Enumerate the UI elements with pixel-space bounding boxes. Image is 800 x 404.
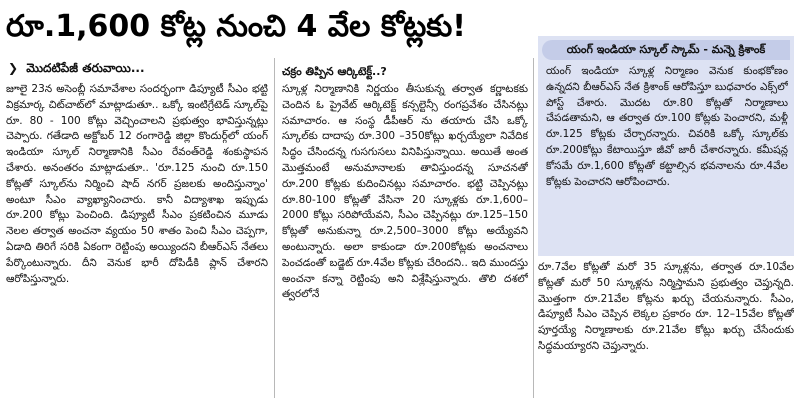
column-1-body: జూలై 23న అసెంబ్లీ సమావేశాల సందర్భంగా డిప్యూటీ సీఎం భట్టి విక్రమార్క చిట్‌చాట్‌లో మాట్లాడుతూ.. ఒక్కో ఇంటిగ్రేటెడ్ స్కూల్‌పై రూ. 80 - 100 కోట్లు వెచ్చించాలని ప్రభుత్వం భావిస్తున్నట్లు చెప్పారు. గతేడాది అక్టోబర్ 12 రంగారెడ్డి జిల్లా కొందుర్గ్‌లో యంగ్ ఇండియా స్కూల్ నిర్మాణానికి సీఎం రేవంత్‌రెడ్డి శంకుస్థాపన చేశారు. అనంతరం మాట్లాడుతూ.. 'రూ.125 నుంచి రూ.150 కోట్లతో స్కూల్‌ను నిర్మించి షాద్ నగర్ ప్రజలకు అందిస్తున్నాం' అంటూ సీఎం వ్యాఖ్యానించారు. కానీ విద్యాశాఖ ఇప్పుడు రూ.200 కోట్లు పెంచింది. డిప్యూటీ సీఎం ప్రకటించిన మూడు నెలల తర్వాత అంచనా వ్యయం 50 శాతం పెంచి సీఎం చెప్పగా, ఏడాది తిరిగే సరికి ఏకంగా రెట్టింపు అయ్యిందని బీఆర్ఎస్ నేతలు పేర్కొంటున్నారు. దీని వెనుక భారీ దోపిడీకి ప్లాన్ చేశారని ఆరోపిస్తున్నారు. <box>6 83 268 285</box>
column-divider <box>533 58 534 398</box>
column-divider <box>274 58 275 398</box>
sidebar-box <box>538 36 794 256</box>
column-2-body: స్కూళ్ల నిర్మాణానికి నిర్ణయం తీసుకున్న తర్వాత కర్ణాటకకు చెందిన ఓ ప్రైవేట్ ఆర్కిటెక్ట్ కన్సల్టెన్సీ రంగప్రవేశం చేసినట్లు సమాచారం. ఆ సంస్థ డీపీఆర్ ను తయారు చేసి ఒక్కో స్కూల్‌కు దాదాపు రూ.300 –350కోట్లు ఖర్చయ్యేలా నివేదిక సిద్ధం చేసిందన్న గుసగుసలు వినిపిస్తున్నాయి. అయితే అంత మొత్తమంటే అనుమానాలకు తావిస్తుందన్న సూచనతో రూ.200 కోట్లకు కుదించినట్లు సమాచారం. భట్టి చెప్పినట్లు రూ.80-100 కోట్లతో వేసినా 20 స్కూళ్లకు రూ.1,600–2000 కోట్లు సరిపోయేవని, సీఎం చెప్పినట్లు రూ.125–150 కోట్లతో అనుకున్నా రూ.2,500–3000 కోట్లు అయ్యేవని అంటున్నారు. అలా కాకుండా రూ.200కోట్లకు అంచనాలు పెంచడంతో బడ్జెట్ రూ.4వేల కోట్లకు చేరిందని.. ఇది ముందస్తు అంచనా కన్నా రెట్టింపు అని విశ్లేషిస్తున్నారు. తొలి దశలో త్వరలోనే <box>282 83 528 301</box>
chevron-right-icon: ❯ <box>8 61 19 75</box>
sidebar-body: యంగ్ ఇండియా స్కూళ్ల నిర్మాణం వెనుక కుంభకోణం ఉన్నదని బీఆర్ఎస్ నేత క్రిశాంక్ ఆరోపిస్తూ బుధవారం ఎక్స్‌లో పోస్ట్ చేశారు. మొదట రూ.80 కోట్లతో నిర్మాణాలు చేపడతామని, ఆ తర్వాత రూ.100 కోట్లకు పెంచారని, మళ్లీ రూ.125 కోట్లకు చేర్చారన్నారు. చివరికి ఒక్కో స్కూల్‌కు రూ.200కోట్లు కేటాయిస్తూ జీవో జారీ చేశారన్నారు. కమీషన్ల కోసమే రూ.1,600 కోట్లతో కట్టాల్సిన భవనాలను రూ.4వేల కోట్లకు పెంచారని ఆరోపించారు. <box>546 65 788 188</box>
headline: రూ.1,600 కోట్ల నుంచి 4 వేల కోట్లకు! <box>6 9 466 44</box>
subhead-text: మొదటిపేజీ తరువాయి... <box>26 61 145 75</box>
article-column-2 <box>282 62 528 400</box>
column-3-body: రూ.7వేల కోట్లతో మరో 35 స్కూళ్లను, తర్వాత రూ.10వేల కోట్లతో మరో 50 స్కూళ్లను నిర్మిస్తామని ప్రభుత్వం చెప్తున్నది. మొత్తంగా రూ.21వేల కోట్లను ఖర్చు చేయనున్నారు. సీఎం, డిప్యూటీ సీఎం చెప్పిన లెక్కల ప్రకారం రూ. 12–15వేల కోట్లతో పూర్తయ్యే నిర్మాణాలకు రూ.21వేల కోట్లు ఖర్చు చేసేందుకు సిద్ధమయ్యారని చెప్తున్నారు. <box>538 261 794 352</box>
column-2-heading: చక్రం తిప్పిన ఆర్కిటెక్ట్..? <box>282 65 387 78</box>
subhead <box>8 58 268 78</box>
sidebar-title: యంగ్ ఇండియా స్కూల్ స్కామ్ - మన్నె క్రిశాంక్ <box>542 40 790 60</box>
article-column-1 <box>6 82 268 400</box>
